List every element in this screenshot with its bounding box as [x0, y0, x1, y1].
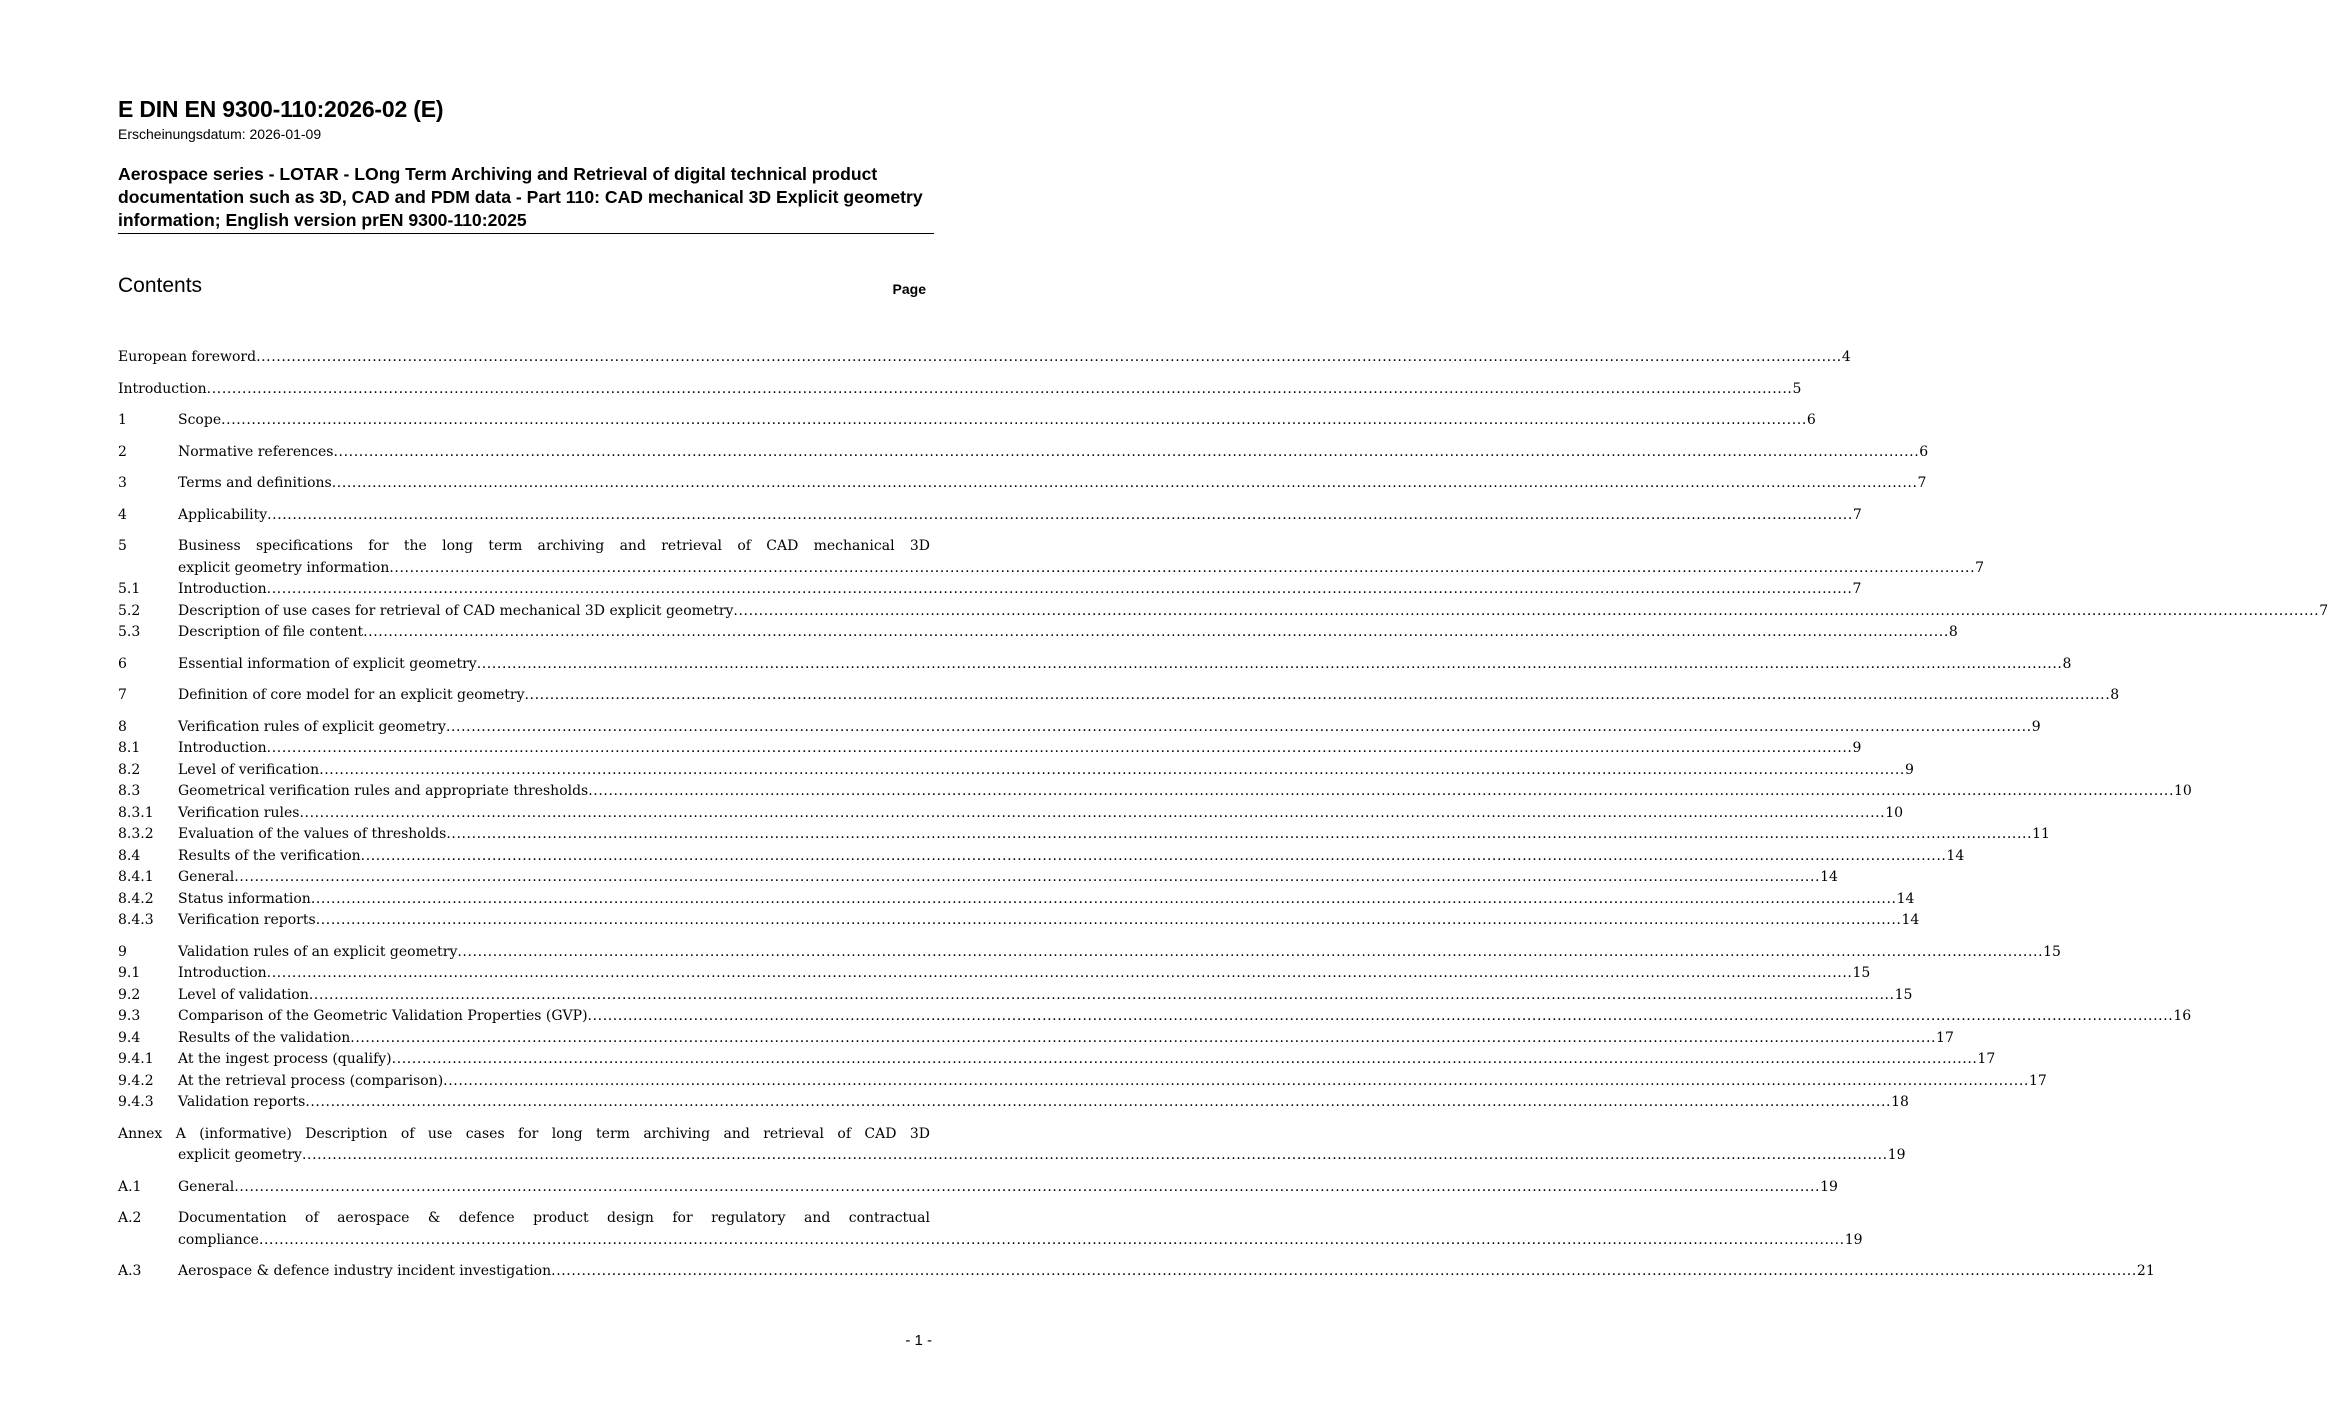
toc-entry-title: Applicability [178, 506, 268, 523]
toc-entry-title: Business specifications for the long term archiving and retrieval of CAD mechanical 3D [178, 538, 930, 554]
dot-leader [588, 1006, 2174, 1028]
toc-entry-title: Level of verification [178, 761, 320, 778]
toc-entry-number: 8 [118, 718, 127, 735]
toc-entry-page: 9 [1904, 761, 1914, 778]
toc-entry-number: 7 [118, 687, 127, 703]
toc-entry-page: 15 [1894, 986, 1913, 1003]
toc-entry-number: 6 [118, 655, 127, 672]
toc-entry-title: Comparison of the Geometric Validation Properties (GVP) [178, 1008, 588, 1024]
toc-entry-page: 14 [1901, 912, 1920, 928]
toc-entry[interactable] [118, 803, 1904, 825]
toc-entry[interactable] [118, 505, 1862, 527]
toc-entry-title: Results of the verification [178, 847, 361, 864]
toc-entry[interactable] [118, 1261, 2155, 1283]
dot-leader [525, 685, 2111, 707]
toc-entry-page: 16 [2173, 1008, 2192, 1024]
toc-entry[interactable] [118, 760, 1914, 782]
dot-leader [259, 1230, 1845, 1252]
dot-leader [319, 760, 1905, 782]
toc-entry-title: Scope [178, 412, 222, 428]
page-column-heading: Page [892, 281, 926, 297]
dot-leader [551, 1261, 2137, 1283]
toc-entry-title: General [178, 1178, 235, 1195]
toc-entry[interactable] [118, 1177, 1838, 1199]
toc-entry-page: 19 [1820, 1178, 1838, 1195]
contents-heading: Contents [118, 274, 203, 297]
toc-entry-page: 11 [2032, 826, 2050, 842]
dot-leader [446, 824, 2032, 846]
toc-entry-title: Geometrical verification rules and appropriate thresholds [178, 783, 589, 799]
toc-entry-title: At the retrieval process (comparison) [178, 1072, 444, 1089]
toc-entry-title: Validation reports [178, 1094, 306, 1110]
toc-entry-page: 7 [2319, 602, 2328, 619]
dot-leader [267, 505, 1853, 527]
toc-entry[interactable] [118, 379, 1802, 401]
toc-entry-page: 8 [1948, 624, 1958, 640]
dot-leader [733, 601, 2319, 623]
toc-entry-number: 9.2 [118, 986, 141, 1003]
toc-entry-number: 1 [118, 412, 127, 428]
toc-entry-number: 9.4.3 [118, 1094, 154, 1110]
toc-entry-title: At the ingest process (qualify) [178, 1051, 392, 1067]
toc-entry-title: European foreword [118, 349, 257, 365]
toc-entry-page: 15 [1852, 965, 1871, 981]
dot-leader [316, 910, 1902, 932]
toc-entry[interactable] [118, 846, 1965, 868]
toc-entry-number: 9.4.2 [118, 1072, 154, 1089]
toc-entry-title: Validation rules of an explicit geometry [178, 943, 458, 960]
dot-leader [457, 942, 2043, 964]
toc-entry-page: 6 [1806, 412, 1816, 428]
toc-entry-number: 8.3.1 [118, 804, 154, 821]
toc-entry-number: 9 [118, 943, 127, 960]
dot-leader [309, 985, 1895, 1007]
dot-leader [443, 1071, 2029, 1093]
toc-entry-page: 7 [1917, 475, 1927, 491]
toc-entry[interactable] [118, 1049, 1996, 1071]
toc-entry-number: 5 [118, 538, 127, 554]
toc-entry-page: 14 [1820, 869, 1838, 885]
toc-entry-title-continued: explicit geometry [178, 1147, 302, 1163]
document-id: E DIN EN 9300-110:2026-02 (E) [118, 96, 444, 122]
dot-leader [477, 654, 2063, 676]
toc-entry-title: Documentation of aerospace & defence product design for regulatory and contractual [178, 1210, 930, 1226]
toc-entry[interactable] [118, 910, 1920, 932]
toc-entry-number: 2 [118, 443, 127, 460]
toc-entry-number: 8.3.2 [118, 826, 154, 842]
toc-entry-number: 8.1 [118, 740, 141, 756]
toc-entry-page: 4 [1841, 349, 1851, 365]
dot-leader [234, 1177, 1820, 1199]
toc-entry-title: Verification reports [178, 912, 316, 928]
toc-entry-page: 10 [2174, 783, 2192, 799]
toc-entry-number: 3 [118, 475, 127, 491]
toc-entry[interactable] [118, 1208, 1863, 1251]
dot-leader [207, 379, 1793, 401]
toc-entry-number: 9.3 [118, 1008, 141, 1024]
toc-entry[interactable] [118, 824, 2050, 846]
dot-leader [256, 347, 1842, 369]
toc-entry-page: 9 [2031, 718, 2041, 735]
toc-entry[interactable] [118, 536, 1985, 579]
toc-entry[interactable] [118, 1028, 1954, 1050]
toc-entry-title: Verification rules of explicit geometry [178, 718, 446, 735]
toc-entry[interactable] [118, 1124, 1906, 1167]
toc-entry-page: 6 [1919, 443, 1929, 460]
toc-entry[interactable] [118, 942, 2061, 964]
toc-entry-title: Introduction [178, 581, 267, 597]
toc-entry-title: Status information [178, 890, 311, 907]
toc-entry-page: 8 [2062, 655, 2072, 672]
toc-entry[interactable] [118, 1006, 2192, 1028]
toc-entry-page: 14 [1946, 847, 1965, 864]
toc-entry-number: 9.4 [118, 1029, 141, 1046]
toc-entry-page: 18 [1891, 1094, 1909, 1110]
toc-entry-page: 21 [2136, 1263, 2155, 1279]
toc-entry[interactable] [118, 601, 2328, 623]
table-of-contents [118, 347, 2328, 1283]
toc-entry-page: 8 [2110, 687, 2120, 703]
toc-entry-title: Description of use cases for retrieval of CAD mechanical 3D explicit geometry [178, 602, 734, 619]
toc-entry-title: Aerospace & defence industry incident investigation [178, 1263, 552, 1279]
toc-entry-number: 9.1 [118, 965, 141, 981]
dot-leader [361, 846, 1947, 868]
toc-entry-title: Level of validation [178, 986, 309, 1003]
title-divider [118, 233, 934, 234]
toc-entry-page: 10 [1885, 804, 1904, 821]
toc-entry-title: Essential information of explicit geometry [178, 655, 477, 672]
toc-entry[interactable] [118, 347, 1851, 369]
toc-entry-title: Annex A (informative) Description of use cases for long term archiving and retrieval of CAD 3D [118, 1125, 930, 1142]
toc-entry-title-continued: compliance [178, 1231, 259, 1248]
dot-leader [334, 442, 1920, 464]
page-number: - 1 - [905, 1332, 932, 1349]
toc-entry[interactable] [118, 622, 1958, 644]
toc-entry[interactable] [118, 442, 1929, 464]
toc-entry-number: 8.3 [118, 783, 141, 799]
toc-entry-page: 7 [1852, 506, 1862, 523]
toc-entry[interactable] [118, 867, 1838, 889]
toc-entry-page: 19 [1844, 1231, 1863, 1248]
toc-entry[interactable] [118, 654, 2072, 676]
toc-entry[interactable] [118, 1092, 1909, 1114]
toc-entry-title: General [178, 869, 235, 885]
toc-entry-title: Verification rules [178, 804, 300, 821]
toc-entry-title: Results of the validation [178, 1029, 351, 1046]
toc-entry-title: Terms and definitions [178, 475, 332, 491]
toc-entry-number: 5.2 [118, 602, 141, 619]
dot-leader [267, 738, 1853, 760]
toc-entry[interactable] [118, 985, 1913, 1007]
toc-entry-number: 5.1 [118, 581, 141, 597]
toc-entry[interactable] [118, 1071, 2047, 1093]
toc-entry[interactable] [118, 473, 1927, 495]
toc-entry-title: Definition of core model for an explicit geometry [178, 687, 525, 703]
toc-entry-page: 7 [1975, 559, 1985, 576]
toc-entry-title: Normative references [178, 443, 334, 460]
toc-entry-page: 17 [1936, 1029, 1954, 1046]
dot-leader [305, 1092, 1891, 1114]
toc-entry-page: 14 [1896, 890, 1915, 907]
toc-entry[interactable] [118, 579, 1862, 601]
toc-entry-page: 17 [1977, 1051, 1996, 1067]
dot-leader [267, 963, 1853, 985]
toc-entry-title: Introduction [178, 740, 267, 756]
toc-entry[interactable] [118, 738, 1862, 760]
toc-entry-number: 8.4.1 [118, 869, 154, 885]
toc-entry-number: A.1 [118, 1178, 142, 1195]
toc-entry-page: 19 [1887, 1147, 1906, 1163]
toc-entry-number: 8.4.2 [118, 890, 154, 907]
dot-leader [221, 410, 1807, 432]
toc-entry[interactable] [118, 717, 2041, 739]
toc-entry-title: Evaluation of the values of thresholds [178, 826, 447, 842]
dot-leader [234, 867, 1820, 889]
toc-entry-title-continued: explicit geometry information [178, 559, 390, 576]
toc-entry-number: 8.2 [118, 761, 141, 778]
dot-leader [267, 579, 1853, 601]
toc-entry-page: 9 [1852, 740, 1862, 756]
document-title: Aerospace series - LOTAR - LOng Term Archiving and Retrieval of digital technical product documentation such as 3D, CAD and PDM data - Part 110: CAD mechanical 3D Explicit geometry information; English version prEN 9300-110:2025 [118, 164, 923, 230]
toc-entry-number: A.3 [118, 1263, 142, 1279]
toc-entry-page: 7 [1852, 581, 1862, 597]
dot-leader [363, 622, 1949, 644]
toc-entry-page: 17 [2028, 1072, 2047, 1089]
toc-entry[interactable] [118, 685, 2120, 707]
toc-entry-number: A.2 [118, 1210, 142, 1226]
toc-entry-title: Description of file content [178, 624, 364, 640]
dot-leader [392, 1049, 1978, 1071]
toc-entry-number: 4 [118, 506, 127, 523]
toc-entry-title: Introduction [118, 380, 207, 397]
toc-entry-number: 9.4.1 [118, 1051, 154, 1067]
dot-leader [350, 1028, 1936, 1050]
toc-entry-page: 15 [2043, 943, 2061, 960]
toc-entry[interactable] [118, 781, 2192, 803]
toc-entry-number: 8.4.3 [118, 912, 154, 928]
toc-entry[interactable] [118, 410, 1816, 432]
dot-leader [299, 803, 1885, 825]
toc-entry[interactable] [118, 963, 1871, 985]
toc-entry[interactable] [118, 889, 1915, 911]
toc-entry-page: 5 [1792, 380, 1802, 397]
publication-date: Erscheinungsdatum: 2026-01-09 [118, 126, 322, 142]
toc-entry-number: 5.3 [118, 624, 141, 640]
dot-leader [389, 558, 1975, 580]
toc-entry-title: Introduction [178, 965, 267, 981]
dot-leader [332, 473, 1918, 495]
dot-leader [446, 717, 2032, 739]
dot-leader [311, 889, 1897, 911]
dot-leader [588, 781, 2174, 803]
toc-entry-number: 8.4 [118, 847, 141, 864]
dot-leader [302, 1145, 1888, 1167]
